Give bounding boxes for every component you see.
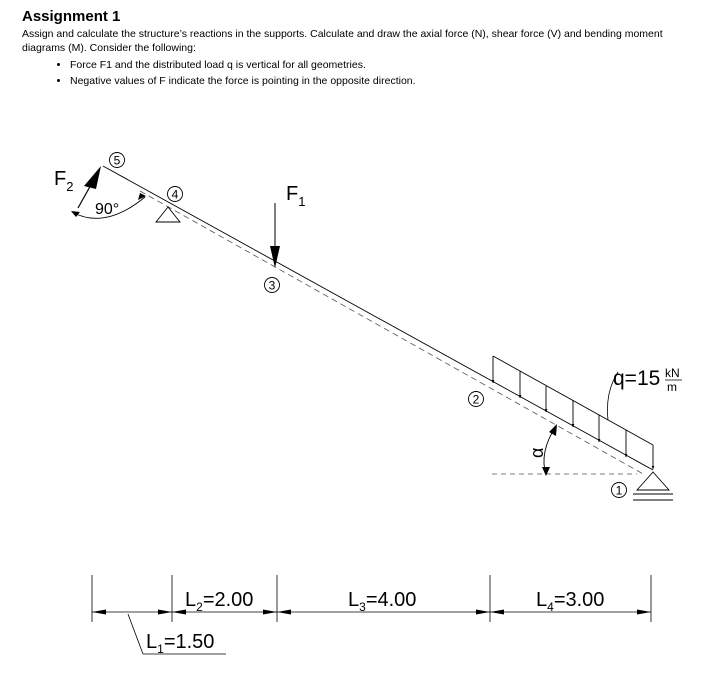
distributed-load-q bbox=[493, 356, 682, 469]
node-4 bbox=[168, 187, 183, 202]
node-label: 2 bbox=[472, 392, 480, 407]
assignment-instruction: Assign and calculate the structure’s reactions in the supports. Calculate and draw the axial force (N), shear force (V) and bending moment diagrams (M). Consider the following: bbox=[22, 28, 663, 54]
force-f2 bbox=[54, 166, 101, 208]
force-f1 bbox=[270, 183, 305, 268]
length-l2-label: $L_2=2.00$ bbox=[185, 589, 254, 614]
node-label: 5 bbox=[113, 153, 121, 168]
beam bbox=[103, 166, 653, 475]
pin-support-4 bbox=[156, 207, 180, 222]
q-unit-denominator: m bbox=[667, 380, 677, 394]
node-label: 4 bbox=[171, 187, 179, 202]
length-l1-label: $L_1=1.50$ bbox=[146, 631, 215, 656]
right-angle-marker bbox=[71, 193, 146, 218]
node-label: 1 bbox=[615, 483, 623, 498]
right-angle-label: 90° bbox=[95, 201, 120, 218]
pin-support-1 bbox=[633, 472, 673, 500]
assignment-title: Assignment 1 bbox=[22, 8, 121, 25]
force-f2-label: $F_2$ bbox=[54, 168, 74, 194]
bullet-item: • Force F1 and the distributed load q is vertical for all geometries. bbox=[70, 57, 702, 73]
node-3 bbox=[265, 278, 280, 293]
force-f1-label: $F_1$ bbox=[286, 183, 306, 209]
alpha-label: α bbox=[527, 447, 547, 458]
node-5 bbox=[110, 153, 125, 168]
length-l3-label: $L_3=4.00$ bbox=[348, 589, 417, 614]
q-load-label: q=15 bbox=[613, 367, 661, 390]
node-2 bbox=[469, 392, 484, 407]
q-unit-numerator: kN bbox=[665, 366, 680, 380]
bullet-item: • Negative values of F indicate the force is pointing in the opposite direction. bbox=[70, 73, 702, 89]
node-1 bbox=[612, 483, 627, 498]
angle-alpha bbox=[527, 424, 557, 476]
node-label: 3 bbox=[268, 278, 276, 293]
length-l4-label: $L_4=3.00$ bbox=[536, 589, 605, 614]
